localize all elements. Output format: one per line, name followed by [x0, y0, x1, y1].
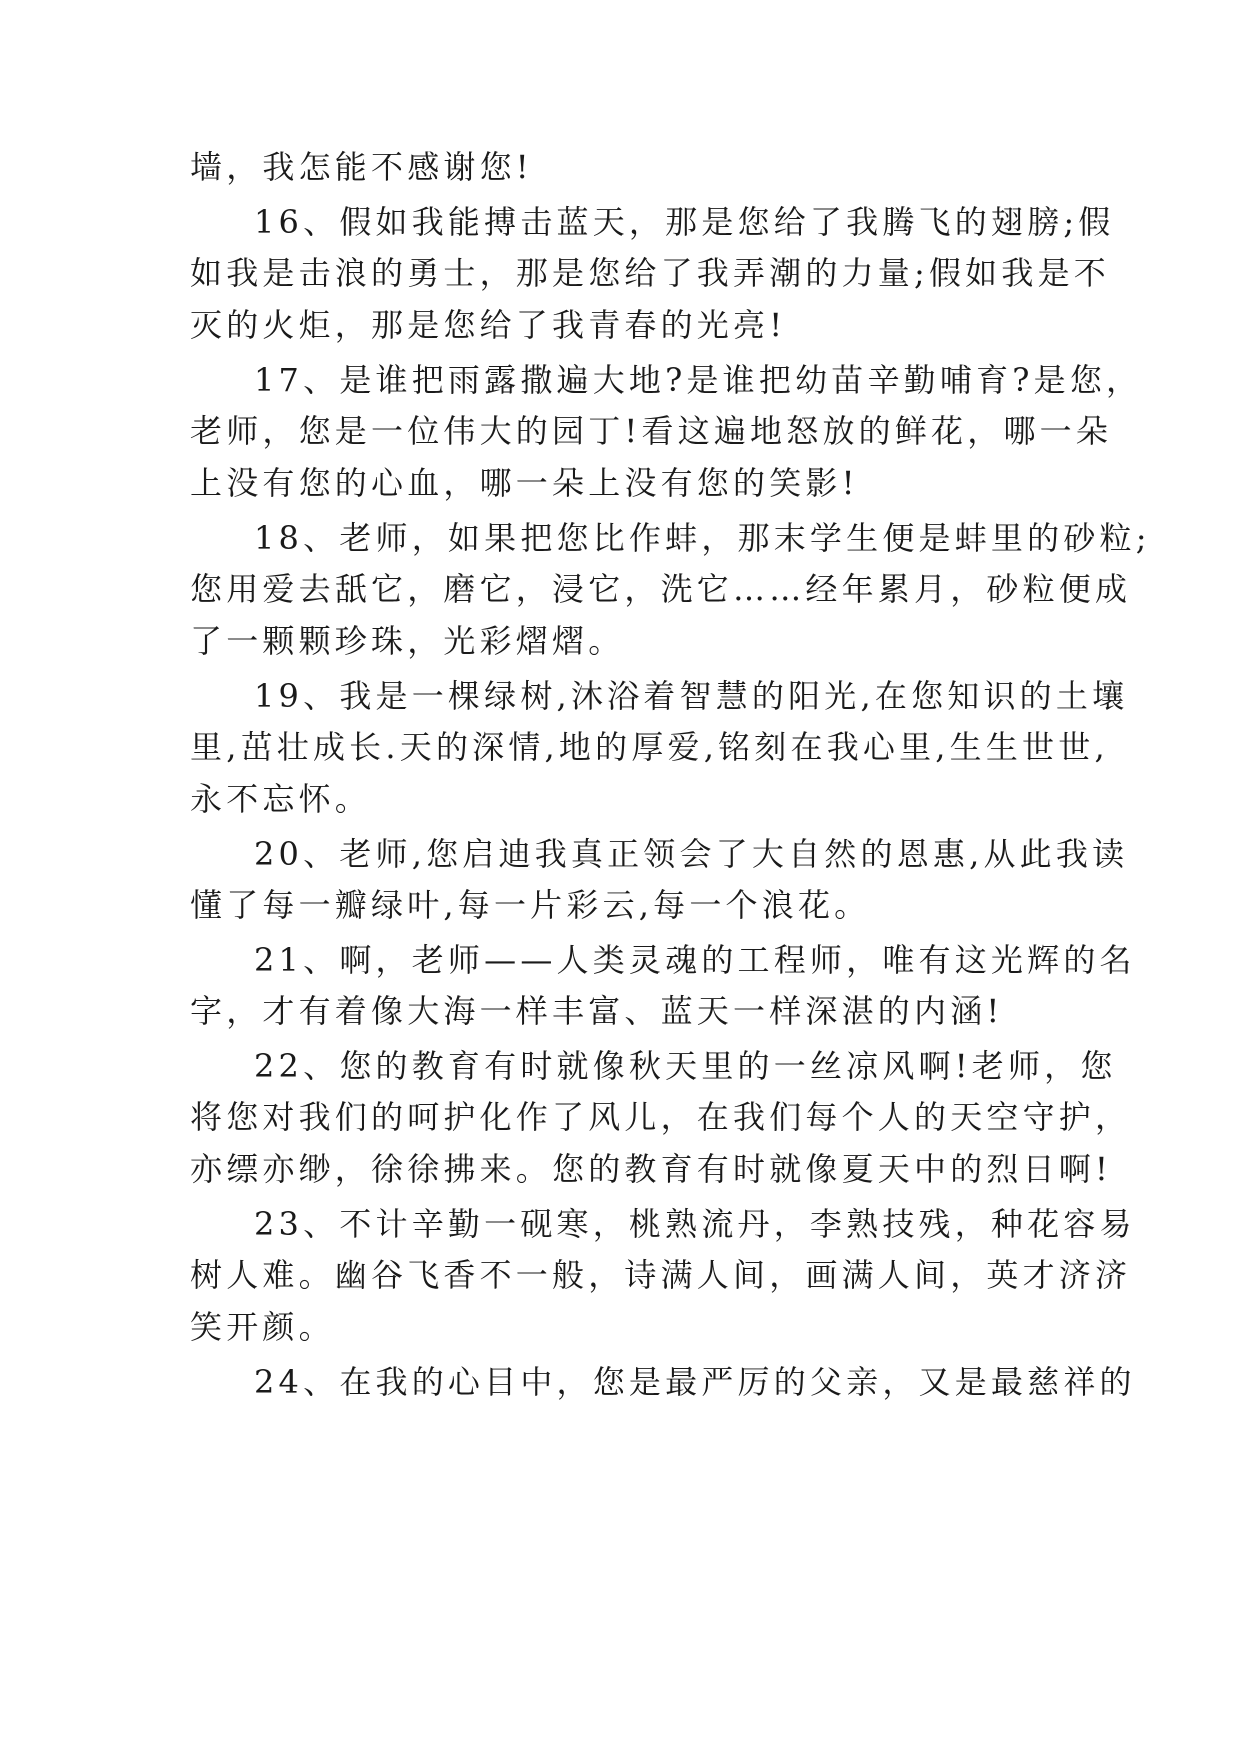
text-line: 懂了每一瓣绿叶,每一片彩云,每一个浪花。 — [190, 886, 871, 924]
paragraph-23-line-1: 23、不计辛勤一砚寒，桃熟流丹，李熟技残，种花容易 — [254, 1205, 1136, 1243]
paragraph-17-line-1: 17、是谁把雨露撒遍大地?是谁把幼苗辛勤哺育?是您， — [254, 361, 1143, 399]
text-line: 笑开颜。 — [190, 1308, 335, 1346]
text-line: 了一颗颗珍珠，光彩熠熠。 — [190, 622, 625, 660]
text-line: 亦缥亦缈，徐徐拂来。您的教育有时就像夏天中的烈日啊! — [190, 1150, 1113, 1188]
text-line: 永不忘怀。 — [190, 780, 372, 818]
text-line: 上没有您的心血，哪一朵上没有您的笑影! — [190, 464, 859, 502]
paragraph-21-line-1: 21、啊，老师——人类灵魂的工程师，唯有这光辉的名 — [254, 941, 1136, 979]
text-line: 里,茁壮成长.天的深情,地的厚爱,铭刻在我心里,生生世世, — [190, 728, 1109, 766]
paragraph-24-line-1: 24、在我的心目中，您是最严厉的父亲，又是最慈祥的 — [254, 1363, 1136, 1401]
text-line: 您用爱去舐它，磨它，浸它，洗它……经年累月，砂粒便成 — [190, 570, 1132, 608]
paragraph-16-line-1: 16、假如我能搏击蓝天，那是您给了我腾飞的翅膀;假 — [254, 203, 1115, 241]
text-line: 灭的火炬，那是您给了我青春的光亮! — [190, 306, 787, 344]
text-line: 将您对我们的呵护化作了风儿，在我们每个人的天空守护， — [190, 1098, 1132, 1136]
text-line: 老师，您是一位伟大的园丁!看这遍地怒放的鲜花，哪一朵 — [190, 412, 1113, 450]
text-line: 墙，我怎能不感谢您! — [190, 148, 533, 186]
paragraph-19-line-1: 19、我是一棵绿树,沐浴着智慧的阳光,在您知识的土壤 — [254, 677, 1129, 715]
text-line: 树人难。幽谷飞香不一般，诗满人间，画满人间，英才济济 — [190, 1256, 1132, 1294]
paragraph-20-line-1: 20、老师,您启迪我真正领会了大自然的恩惠,从此我读 — [254, 835, 1129, 873]
text-line: 字，才有着像大海一样丰富、蓝天一样深湛的内涵! — [190, 992, 1004, 1030]
paragraph-18-line-1: 18、老师，如果把您比作蚌，那末学生便是蚌里的砂粒; — [254, 519, 1151, 557]
paragraph-22-line-1: 22、您的教育有时就像秋天里的一丝凉风啊!老师，您 — [254, 1047, 1117, 1085]
text-line: 如我是击浪的勇士，那是您给了我弄潮的力量;假如我是不 — [190, 254, 1110, 292]
